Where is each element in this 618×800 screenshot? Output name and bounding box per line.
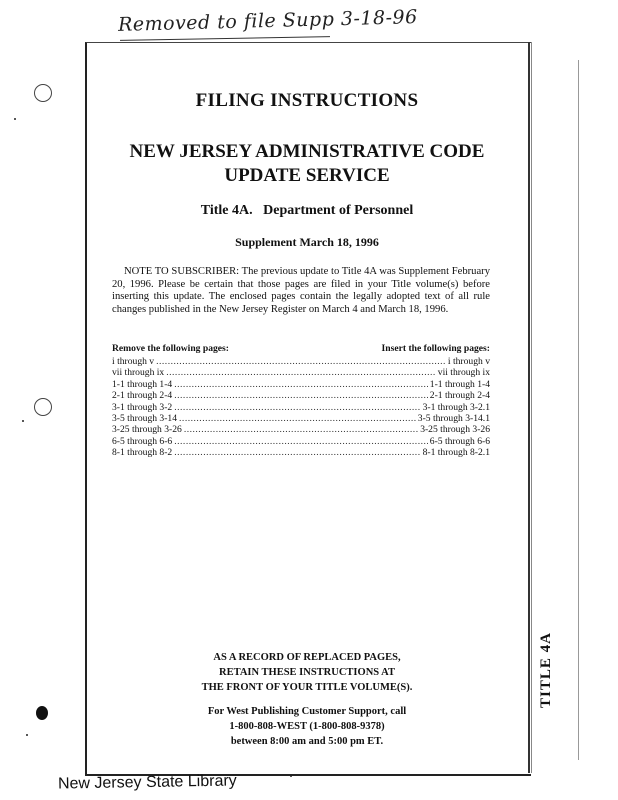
table-row <box>112 367 490 378</box>
document-heading: FILING INSTRUCTIONS <box>195 90 419 111</box>
subheading-line: NEW JERSEY ADMINISTRATIVE CODE <box>129 141 485 162</box>
record-line: RETAIN THESE INSTRUCTIONS AT <box>219 667 395 678</box>
tab-outer-edge <box>578 60 579 760</box>
table-row <box>112 379 490 390</box>
record-line: THE FRONT OF YOUR TITLE VOLUME(S). <box>201 682 413 693</box>
table-row <box>112 447 490 458</box>
remove-header: Remove the following pages: <box>112 343 229 354</box>
leader-dots <box>184 424 418 435</box>
table-row <box>112 356 490 367</box>
insert-pages: 3-5 through 3-14.1 <box>417 412 490 424</box>
insert-pages: i through v <box>447 356 490 367</box>
leader-dots <box>166 367 436 378</box>
leader-dots <box>156 356 446 367</box>
insert-pages: vii through ix <box>437 367 490 379</box>
table-row <box>112 402 490 413</box>
support-line: For West Publishing Customer Support, call <box>207 706 407 717</box>
remove-pages: i through v <box>112 356 155 367</box>
remove-pages: 3-1 through 3-2 <box>112 401 173 413</box>
leader-dots <box>174 390 428 401</box>
title-side-tab: TITLE 4A <box>538 632 554 708</box>
punch-hole-middle <box>34 398 52 416</box>
support-hours: between 8:00 am and 5:00 pm ET. <box>230 736 384 747</box>
support-phone: 1-800-808-WEST (1-800-808-9378) <box>229 721 385 732</box>
remove-pages: 3-25 through 3-26 <box>112 424 182 436</box>
title-line: Title 4A. Department of Personnel <box>200 203 414 218</box>
record-line: AS A RECORD OF REPLACED PAGES, <box>213 652 401 663</box>
note-to-subscriber: NOTE TO SUBSCRIBER: The previous update to Title 4A was Supplement February 20, 1996. Please be certain that those pages are filed in your Title volume(s) before inserting this update. The enclosed pages contain the legally adopted text of all rule changes published in the New Jersey Register on March 4 and March 18, 1996. <box>112 266 490 315</box>
table-row <box>112 424 490 435</box>
remove-pages: vii through ix <box>112 367 165 379</box>
insert-pages: 8-1 through 8-2.1 <box>422 447 490 459</box>
leader-dots <box>174 436 428 447</box>
scan-speck <box>26 734 28 736</box>
leader-dots <box>179 413 416 424</box>
library-stamp: New Jersey State Library <box>57 772 237 793</box>
leader-dots <box>174 379 428 390</box>
insert-pages: 6-5 through 6-6 <box>429 435 490 447</box>
scan-speck <box>22 420 24 422</box>
table-row <box>112 390 490 401</box>
punch-hole-bottom <box>36 706 48 720</box>
customer-support-info <box>85 704 529 749</box>
handwriting-underline <box>120 36 330 41</box>
insert-header: Insert the following pages: <box>381 343 490 354</box>
table-row <box>112 413 490 424</box>
remove-pages: 3-5 through 3-14 <box>112 412 178 424</box>
insert-pages: 3-1 through 3-2.1 <box>422 401 490 413</box>
leader-dots <box>174 402 420 413</box>
table-header <box>112 343 490 354</box>
leader-dots <box>174 447 420 458</box>
remove-pages: 6-5 through 6-6 <box>112 435 173 447</box>
record-retention-notice <box>85 650 529 695</box>
tab-divider-line <box>531 42 532 773</box>
insert-pages: 2-1 through 2-4 <box>429 390 490 402</box>
scan-speck <box>290 775 292 777</box>
remove-pages: 2-1 through 2-4 <box>112 390 173 402</box>
document-subheading <box>85 140 529 188</box>
page-replacement-table <box>112 343 490 459</box>
supplement-date: Supplement March 18, 1996 <box>235 235 379 249</box>
punch-hole-top <box>34 84 52 102</box>
scan-speck <box>14 118 16 120</box>
subheading-line: UPDATE SERVICE <box>224 165 390 186</box>
table-row <box>112 436 490 447</box>
insert-pages: 1-1 through 1-4 <box>429 378 490 390</box>
insert-pages: 3-25 through 3-26 <box>420 424 490 436</box>
handwritten-note: Removed to file Supp 3-18-96 <box>117 6 418 36</box>
remove-pages: 1-1 through 1-4 <box>112 378 173 390</box>
remove-pages: 8-1 through 8-2 <box>112 447 173 459</box>
